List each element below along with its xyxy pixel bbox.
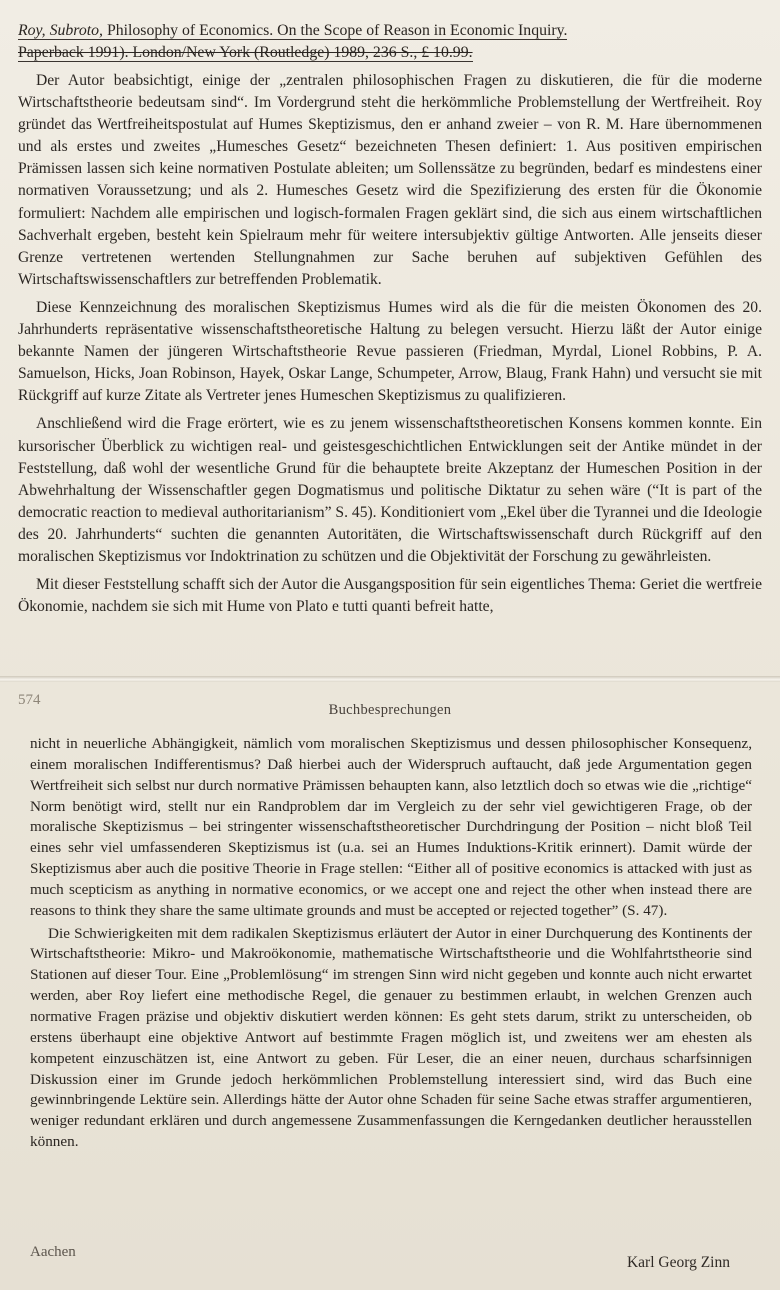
- upper-page-text: [18, 0, 762, 675]
- paragraph: nicht in neuerliche Abhängigkeit, nämlich vom moralischen Skeptizismus und dessen philosophischer Konsequenz, einem moralischen Indifferentismus? Daß hierbei auch der Widerspruch auftaucht, daß jede Argumentation gegen Wertfreiheit sich selbst nur durch normative Prämissen behaupten kann, also letztlich doch so etwas wie die „richtige“ Norm benötigt wird, stellt nur ein Randproblem dar im Vergleich zu der sehr viel gewichtigeren Frage, ob der moralische Skeptizismus – bei stringenter wissenschaftstheoretischer Durchdringung der Position – nicht bloß Teil eines sehr viel umfassenderen Skeptizismus ist (u.a. sei an Humes Induktions-Kritik erinnert). Damit würde der Skeptizismus aber auch die positive Theorie in Frage stellen: “Either all of positive economics is attacked with just as much scepticism as anything in normative economics, or we accept one and reject the other when instead there are reasons to think they share the same ultimate grounds and must be accepted or rejected together” (S. 47).: [30, 735, 752, 919]
- book-title: Philosophy of Economics. On the Scope of Reason in Economic Inquiry.: [106, 22, 568, 39]
- paragraph: Diese Kennzeichnung des moralischen Skeptizismus Humes wird als die für die meisten Ökonomen des 20. Jahrhunderts repräsentative wissenschaftstheoretische Haltung zu belegen versucht. Hierzu läßt der Autor einige bekannte Namen der jüngeren Wirtschaftstheorie Revue passieren (Friedman, Myrdal, Lionel Robbins, P. A. Samuelson, Hicks, Joan Robinson, Hayek, Oskar Lange, Schumpeter, Arrow, Blaug, Frank Hahn) und versucht sie mit Rückgriff auf kurze Zitate als Vertreter jenes Humeschen Skeptizismus zu qualifizieren.: [18, 298, 762, 405]
- paragraph: Mit dieser Feststellung schafft sich der Autor die Ausgangsposition für sein eigentliches Thema: Geriet die wertfreie Ökonomie, nachdem sie sich mit Hume von Plato e tutti quanti befreit hatte,: [18, 576, 762, 616]
- paragraph: Der Autor beabsichtigt, einige der „zentralen philosophischen Fragen zu diskutieren, die für die moderne Wirtschaftstheorie bedeutsam sind“. Im Vordergrund steht die herkömmliche Problemstellung der Wertfreiheit. Roy gründet das Wertfreiheitspostulat auf Humes Skeptizismus, den er anhand zweier – von R. M. Hare übernommenen und als erstes und zweites „Humesches Gesetz“ bezeichneten Thesen definiert: 1. Aus positiven empirischen Prämissen lassen sich keine normativen Postulate ableiten; um Sollenssätze zu begründen, bedarf es mindestens einer normativen Voraussetzung; und als 2. Humesches Gesetz wird die Spezifizierung des ersten für die Ökonomie formuliert: Nachdem alle empirischen und logisch-formalen Fragen geklärt sind, die sich aus einem wirtschaftlichen Sachverhalt ergeben, besteht kein Spielraum mehr für weitere intersubjektiv gültige Antworten. Alle jenseits dieser Grenze vertretenen wertenden Stellungnahmen zur Sache beruhen auf subjektiven Gefühlen des Wirtschaftswissenschaftlers zur betreffenden Problematik.: [18, 72, 762, 288]
- paragraph: Anschließend wird die Frage erörtert, wie es zu jenem wissenschaftstheoretischen Konsens kommen konnte. Ein kursorischer Überblick zu wichtigen real- und geistesgeschichtlichen Entwicklungen seit der Antike mündet in der Feststellung, daß wohl der wesentliche Grund für die behauptete breite Akzeptanz der Humeschen Position in der Abwehrhaltung der Wissenschaftler gegen Dogmatismus und politische Diktatur zu sehen wäre (“It is part of the democratic reaction to medieval authoritarianism” S. 45). Konditioniert vom „Ekel über die Tyrannei und die Ideologie des 20. Jahrhunderts“ suchten die genannten Autoritäten, die Wirtschaftswissenschaft durch Rückgriff auf den moralischen Skeptizismus vor Indoktrination zu schützen und die Objektivität der Forschung zu gewährleisten.: [18, 415, 762, 565]
- publication-info: Paperback 1991). London/New York (Routledge) 1989, 236 S., £ 10.99.: [18, 44, 473, 61]
- lower-page-text: [30, 734, 752, 1244]
- section-title: Buchbesprechungen: [328, 702, 452, 718]
- page-number: 574: [18, 692, 41, 708]
- review-signoff: [30, 1244, 730, 1284]
- place-name: Aachen: [30, 1244, 76, 1260]
- author-name: Roy, Subroto,: [18, 22, 103, 39]
- paragraph: Die Schwierigkeiten mit dem radikalen Skeptizismus erläutert der Autor in einer Durchquerung des Kontinents der Wirtschaftstheorie: Mikro- und Makroökonomie, mathematische Wirtschaftstheorie und die Wohlfahrtstheorie sind Stationen auf dieser Tour. Eine „Problemlösung“ im strengen Sinn wird nicht gegeben und konnte auch nicht erwartet werden, aber Roy liefert eine methodische Regel, die genauer zu bestimmen erlaubt, in welchen Grenzen auch normative Fragen präzise und objektiv diskutiert werden können: Es geht stets darum, strikt zu unterscheiden, ob erstens überhaupt eine objektive Antwort auf bestimmte Fragen möglich ist, und zweitens wer am ehesten als kompetent einzuschätzen ist, eine Antwort zu geben. Für Leser, die an einer neuen, durchaus scharfsinnigen Diskussion einer im Grunde jedoch herkömmlichen Problemstellung interessiert sind, wird das Buch eine gewinnbringende Lektüre sein. Allerdings hätte der Autor ohne Schaden für seine Sache etwas straffer argumentieren, weniger redundant erklären und durch angemessene Zusammenfassungen die Kerngedanken deutlicher herausstellen können.: [30, 924, 752, 1151]
- review-bibliographic-header: [18, 20, 762, 64]
- running-head: [0, 690, 780, 720]
- book-citation: [18, 22, 567, 40]
- page-fold-divider: [0, 676, 780, 682]
- reviewer-name: Karl Georg Zinn: [626, 1254, 730, 1271]
